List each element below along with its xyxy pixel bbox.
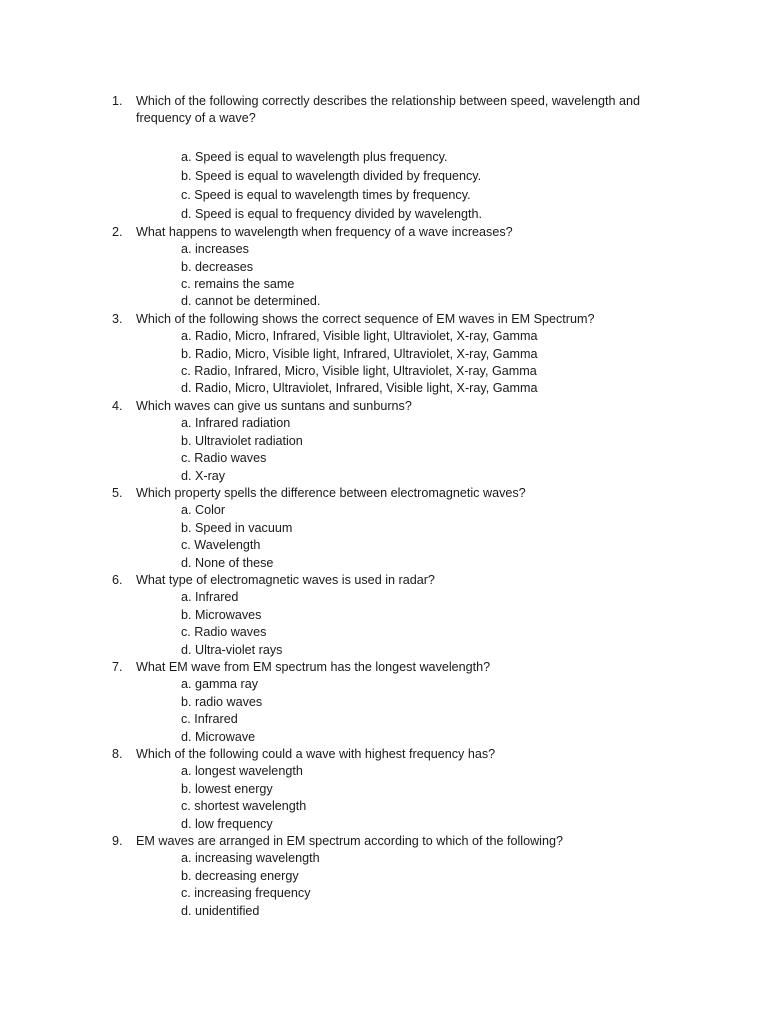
option: b. radio waves: [181, 694, 263, 709]
option: d. Radio, Micro, Ultraviolet, Infrared, Visible light, X-ray, Gamma: [181, 381, 538, 396]
question-text: Which property spells the difference between electromagnetic waves?: [136, 485, 526, 500]
option: b. Speed in vacuum: [181, 520, 293, 535]
question-number: 8.: [112, 747, 123, 761]
question-item: [0, 93, 768, 224]
question-number: 2.: [112, 224, 123, 239]
option: d. Speed is equal to frequency divided by wavelength.: [181, 206, 483, 221]
option: c. shortest wavelength: [181, 799, 307, 814]
option: c. increasing frequency: [181, 886, 311, 901]
option: d. None of these: [181, 555, 274, 570]
option: b. Ultraviolet radiation: [181, 433, 303, 448]
option: b. Radio, Micro, Visible light, Infrared, Ultraviolet, X-ray, Gamma: [181, 346, 538, 361]
option: c. Speed is equal to wavelength times by frequency.: [181, 187, 471, 202]
options-list: [0, 241, 768, 311]
question-number: 7.: [112, 659, 123, 674]
option: a. Speed is equal to wavelength plus frequency.: [181, 149, 448, 164]
option: c. Radio waves: [181, 451, 267, 466]
option: a. Infrared: [181, 590, 239, 605]
option: a. increasing wavelength: [181, 851, 320, 866]
question-item: [0, 311, 768, 398]
question-text: Which of the following correctly describes the relationship between speed, wavelength and frequency of a wave?: [136, 94, 641, 126]
options-list: [0, 328, 768, 398]
question-item: [0, 398, 768, 485]
options-list: [0, 502, 768, 572]
option: d. X-ray: [181, 468, 226, 483]
option: a. Radio, Micro, Infrared, Visible light, Ultraviolet, X-ray, Gamma: [181, 329, 538, 344]
option: b. Speed is equal to wavelength divided by frequency.: [181, 168, 482, 183]
question-number: 5.: [112, 485, 123, 500]
question-text: EM waves are arranged in EM spectrum according to which of the following?: [136, 834, 563, 849]
options-list: [0, 676, 768, 746]
question-item: [0, 224, 768, 311]
option: d. Microwave: [181, 729, 256, 744]
question-number: 9.: [112, 834, 123, 849]
question-text: Which of the following shows the correct sequence of EM waves in EM Spectrum?: [136, 311, 595, 326]
option: c. remains the same: [181, 277, 295, 292]
option: d. Ultra-violet rays: [181, 642, 283, 657]
question-text: What EM wave from EM spectrum has the longest wavelength?: [136, 659, 491, 674]
question-number: 4.: [112, 398, 123, 413]
option: a. increases: [181, 242, 249, 257]
question-item: [0, 659, 768, 746]
question-text: Which waves can give us suntans and sunburns?: [136, 398, 412, 413]
quiz-list: [0, 93, 768, 920]
question-number: 6.: [112, 572, 123, 587]
option: b. decreases: [181, 259, 254, 274]
option: d. low frequency: [181, 816, 273, 831]
options-list: [0, 415, 768, 485]
option: d. cannot be determined.: [181, 294, 321, 309]
options-list: [0, 148, 768, 224]
question-number: 3.: [112, 311, 123, 326]
option: b. lowest energy: [181, 781, 273, 796]
option: a. gamma ray: [181, 677, 258, 692]
option: a. Infrared radiation: [181, 416, 291, 431]
option: a. Color: [181, 503, 226, 518]
option: b. Microwaves: [181, 607, 262, 622]
option: a. longest wavelength: [181, 764, 303, 779]
options-list: [0, 589, 768, 659]
option: c. Radio, Infrared, Micro, Visible light, Ultraviolet, X-ray, Gamma: [181, 364, 537, 379]
question-item: [0, 485, 768, 572]
options-list: [0, 763, 768, 833]
question-number: 1.: [112, 94, 123, 108]
question-item: [0, 746, 768, 833]
question-text: Which of the following could a wave with highest frequency has?: [136, 747, 496, 761]
option: c. Radio waves: [181, 625, 267, 640]
question-item: [0, 572, 768, 659]
question-item: [0, 833, 768, 920]
option: b. decreasing energy: [181, 868, 299, 883]
question-text: What type of electromagnetic waves is used in radar?: [136, 572, 435, 587]
options-list: [0, 850, 768, 920]
option: c. Wavelength: [181, 538, 261, 553]
option: d. unidentified: [181, 903, 260, 918]
option: c. Infrared: [181, 712, 238, 727]
question-text: What happens to wavelength when frequency of a wave increases?: [136, 224, 513, 239]
